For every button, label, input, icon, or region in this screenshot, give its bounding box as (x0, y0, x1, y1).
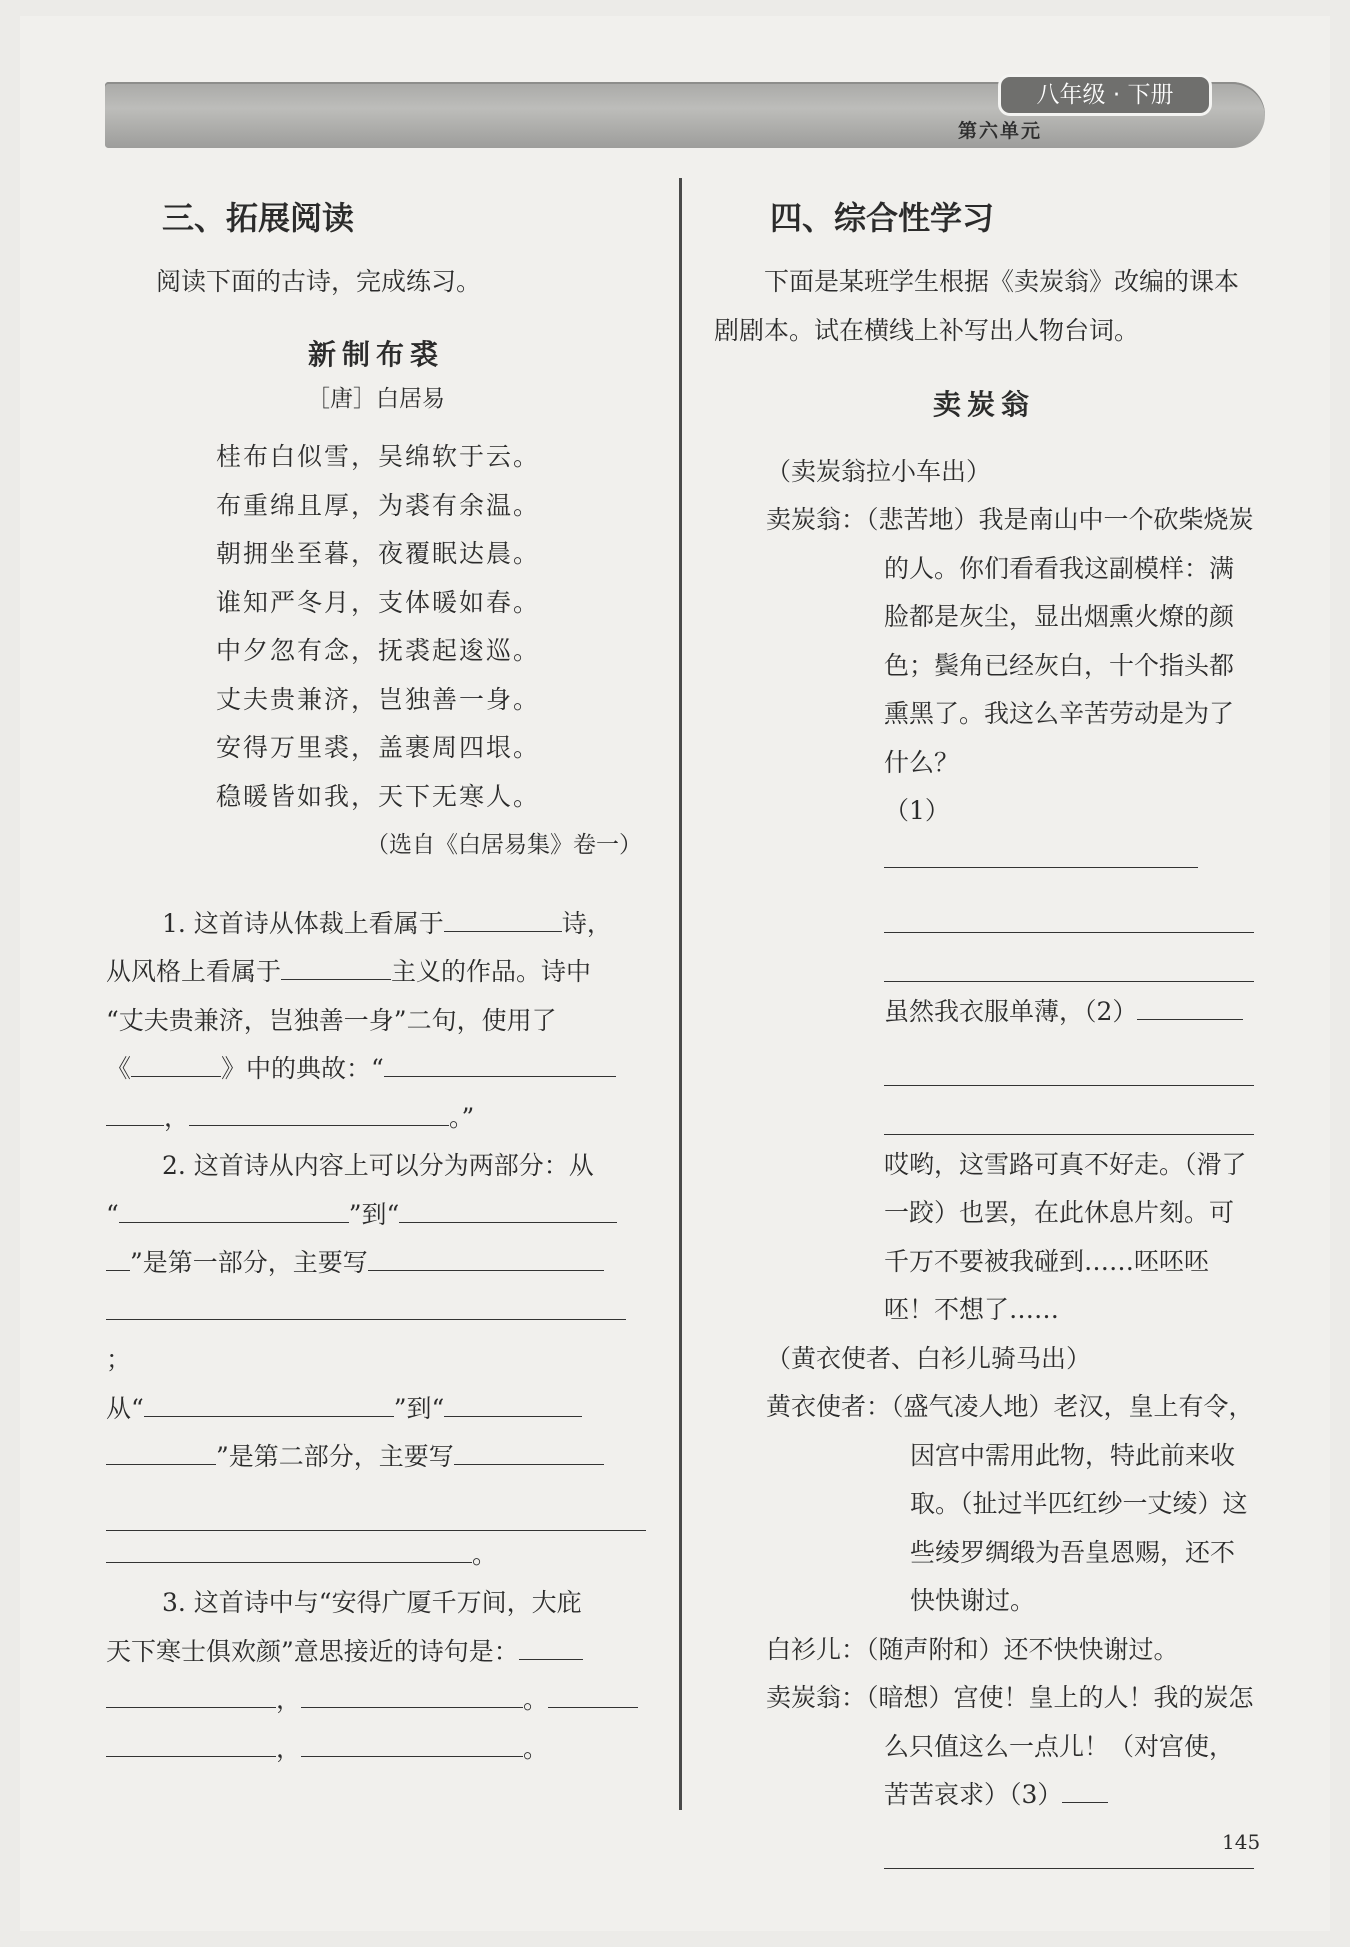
reading-intro: 阅读下面的古诗，完成练习。 (156, 267, 482, 296)
script-title: 卖炭翁 (932, 388, 1035, 421)
answer-blank[interactable] (444, 901, 562, 932)
answer-blank[interactable] (106, 1095, 164, 1126)
poem-line: 安得万里裘，盖裹周四垠。 (216, 733, 541, 762)
poem-line: 丈夫贵兼济，岂独善一身。 (216, 684, 541, 714)
poem-line: 朝拥坐至暮，夜覆眠达晨。 (216, 539, 541, 568)
answer-blank[interactable] (444, 1386, 582, 1417)
answer-blank[interactable] (106, 1726, 276, 1757)
speech-text: （随声附和）还不快快谢过。 (866, 1634, 1179, 1664)
speech-text: （悲苦地）我是南山中一个砍柴烧炭的人。你们看看我这副模样：满脸都是灰尘，显出烟熏火燎的颜色；鬓角已经灰白，十个指头都熏黑了。我这么辛苦劳动是为了什么？ (866, 505, 1254, 777)
answer-line[interactable] (884, 1045, 1254, 1086)
blank-3 (714, 1828, 1254, 1869)
blank-1: （1） (714, 787, 1254, 982)
answer-line[interactable] (884, 892, 1254, 933)
poem-line: 布重绵且厚，为裘有余温。 (216, 490, 541, 520)
poem-line: 稳暖皆如我，天下无寒人。 (216, 781, 541, 811)
answer-line[interactable] (884, 941, 1254, 982)
speaker-name: 白衫儿： (766, 1634, 867, 1664)
answer-blank[interactable] (1137, 989, 1243, 1020)
answer-blank[interactable] (119, 1192, 349, 1223)
grade-badge: 八年级 · 下册 (998, 74, 1212, 116)
speech-text: （盛气凌人地）老汉，皇上有令，因宫中需用此物，特此前来收取。（扯过半匹红纱一丈绫）这些绫罗绸缎为吾皇恩赐，还不快快谢过。 (891, 1392, 1254, 1615)
answer-blank[interactable] (454, 1434, 604, 1465)
answer-blank[interactable] (106, 1677, 276, 1708)
answer-blank[interactable] (368, 1240, 604, 1271)
poem-line: 桂布白似雪，吴绵软于云。 (216, 442, 541, 471)
section-title-reading: 三、拓展阅读 (162, 199, 355, 237)
column-divider (679, 178, 682, 1810)
answer-blank[interactable] (548, 1677, 638, 1708)
speech-text: （暗想）宫使！皇上的人！我的炭怎么只值这么一点儿！（对宫使，苦苦哀求）（3） (866, 1683, 1254, 1809)
blank-2: 虽然我衣服单薄，（2） (714, 988, 1254, 1135)
comprehensive-intro: 下面是某班学生根据《卖炭翁》改编的课本剧剧本。试在横线上补写出人物台词。 (714, 267, 1240, 345)
answer-blank[interactable] (301, 1726, 523, 1757)
speaker-name: 卖炭翁： (766, 1683, 867, 1712)
answer-blank[interactable] (384, 1046, 616, 1077)
question-2: 2. 这首诗从内容上可以分为两部分：从 “ ”到“ ”是第一部分，主要写 ； 从“ ”到“ ”是第二部分，主要写 。 (106, 1142, 646, 1579)
answer-line[interactable] (884, 1094, 1254, 1135)
unit-label: 第六单元 (957, 120, 1042, 142)
right-column (714, 190, 1254, 1869)
dialogue-maitanweng-2 (714, 1674, 1254, 1820)
speaker-name: 黄衣使者： (766, 1392, 892, 1421)
answer-blank[interactable] (106, 1532, 472, 1563)
answer-blank[interactable] (106, 1240, 130, 1271)
answer-blank[interactable] (1062, 1772, 1108, 1803)
answer-line[interactable] (884, 1828, 1254, 1869)
answer-blank[interactable] (144, 1386, 394, 1417)
speaker-name: 卖炭翁： (766, 505, 867, 534)
speech-continue: 哎哟，这雪路可真不好走。（滑了一跤）也罢，在此休息片刻。可千万不要被我碰到……呸呸呸呸！不想了…… (884, 1149, 1247, 1324)
left-column (106, 190, 646, 1773)
answer-blank[interactable] (106, 1434, 216, 1465)
stage-direction: （卖炭翁拉小车出） (766, 456, 992, 486)
poem-source: （选自《白居易集》卷一） (366, 832, 642, 858)
question-3: 3. 这首诗中与“安得广厦千万间，大庇 天下寒士俱欢颜”意思接近的诗句是： ， 。 ， 。 (106, 1579, 646, 1773)
question-1: 1. 这首诗从体裁上看属于 诗， 从风格上看属于 主义的作品。诗中 “丈夫贵兼济，岂独善一身”二句，使用了 《 》中的典故：“ ， 。” (106, 900, 646, 1143)
stage-direction: （黄衣使者、白衫儿骑马出） (766, 1343, 1092, 1373)
answer-blank[interactable] (301, 1677, 523, 1708)
answer-blank[interactable] (884, 837, 1198, 868)
answer-blank[interactable] (399, 1192, 617, 1223)
page-number: 145 (1222, 1830, 1261, 1854)
dialogue-baishaner (714, 1626, 1254, 1675)
answer-blank[interactable] (106, 1289, 626, 1320)
poem-title: 新制布裘 (307, 337, 444, 371)
poem-line: 中夕忽有念，抚裘起逡巡。 (216, 636, 541, 665)
answer-line[interactable] (106, 1490, 646, 1531)
section-title-comprehensive: 四、综合性学习 (770, 199, 995, 237)
dialogue-huangyishizhe (714, 1383, 1254, 1626)
dialogue-maitanweng (714, 496, 1254, 787)
poem-line: 谁知严冬月，支体暖如春。 (216, 587, 541, 617)
answer-blank[interactable] (189, 1095, 449, 1126)
poem-author: ［唐］白居易 (307, 386, 445, 412)
answer-blank[interactable] (131, 1046, 221, 1077)
answer-blank[interactable] (281, 949, 391, 980)
answer-blank[interactable] (519, 1629, 583, 1660)
